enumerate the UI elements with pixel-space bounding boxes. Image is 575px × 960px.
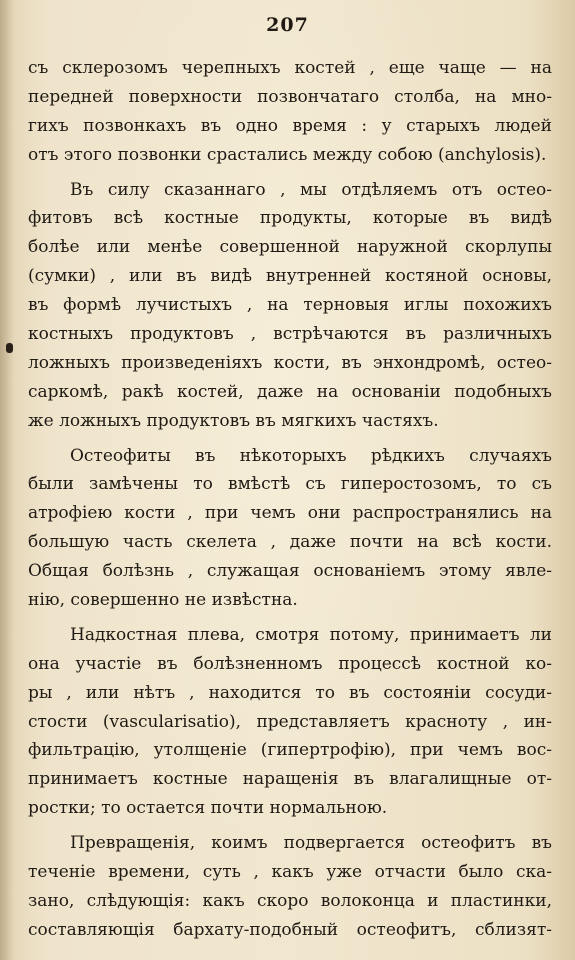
text-line: составляющія бархату-подобный остеофитъ, сблизят- [28, 919, 552, 940]
margin-ink-mark [6, 343, 13, 353]
paragraph [28, 621, 552, 823]
text-line: были замѣчены то вмѣстѣ съ гиперостозомъ, то съ [28, 474, 552, 495]
text-line: зано, слѣдующія: какъ скоро волоконца и пластинки, [28, 890, 552, 911]
text-line: саркомѣ, ракѣ костей, даже на основаніи подобныхъ [28, 381, 552, 402]
text-line: нію, совершенно не извѣстна. [28, 590, 298, 611]
text-line: гихъ позвонкахъ въ одно время : у старыхъ людей [28, 115, 552, 136]
paragraph [28, 829, 552, 945]
text-line: Превращенія, коимъ подвергается остеофитъ въ [70, 833, 552, 854]
text-line: стости (vascularisatio), представляетъ красноту , ин- [28, 711, 552, 732]
text-line: большую часть скелета , даже почти на всѣ кости. [28, 532, 552, 553]
text-line: съ склерозомъ черепныхъ костей , еще чаще — на [28, 58, 552, 78]
text-line: передней поверхности позвончатаго столба, на мно- [28, 86, 552, 107]
text-line: болѣе или менѣе совершенной наружной скорлупы [28, 237, 552, 258]
text-line: ростки; то остается почти нормальною. [28, 798, 388, 819]
text-line: Общая болѣзнь , служащая основаніемъ этому явле- [28, 561, 552, 582]
text-line: атрофіею кости , при чемъ они распространялись на [28, 503, 552, 524]
text-line: костныхъ продуктовъ , встрѣчаются въ различныхъ [28, 324, 552, 345]
text-line: Въ силу сказаннаго , мы отдѣляемъ отъ остео- [70, 179, 552, 200]
text-line: фитовъ всѣ костные продукты, которые въ видѣ [28, 208, 552, 229]
text-line: фильтрацію, утолщеніе (гипертрофію), при чемъ вос- [28, 740, 552, 761]
text-line: отъ этого позвонки срастались между собою (anchylosis). [28, 144, 547, 165]
text-line: Остеофиты въ нѣкоторыхъ рѣдкихъ случаяхъ [70, 445, 552, 466]
text-line: въ формѣ лучистыхъ , на терновыя иглы похожихъ [28, 295, 552, 316]
text-line: принимаетъ костные наращенія въ влагалищные от- [28, 769, 552, 790]
paragraph [28, 442, 552, 615]
text-line: теченіе времени, суть , какъ уже отчасти было ска- [28, 862, 552, 883]
paragraph [28, 176, 552, 436]
page-number: 207 [266, 14, 309, 36]
text-line: же ложныхъ продуктовъ въ мягкихъ частяхъ. [28, 410, 439, 431]
text-line: ры , или нѣтъ , находится то въ состояніи сосуди- [28, 682, 552, 703]
text-line: ложныхъ произведеніяхъ кости, въ энхондромѣ, остео- [28, 352, 552, 373]
text-line: Надкостная плева, смотря потому, принимаетъ ли [70, 624, 552, 645]
paragraph [28, 54, 552, 170]
text-line: (сумки) , или въ видѣ внутренней костяной основы, [28, 266, 552, 287]
page-binding-shadow [0, 0, 14, 960]
body-text [28, 54, 552, 945]
text-line: она участіе въ болѣзненномъ процессѣ костной ко- [28, 653, 552, 674]
